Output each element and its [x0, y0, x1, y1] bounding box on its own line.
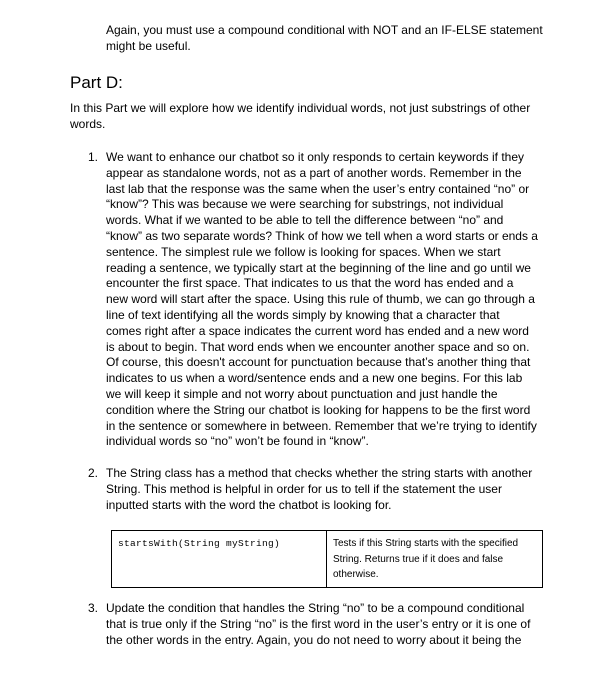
method-description: Tests if this String starts with the specified String. Returns true if it does and false otherwise. — [327, 531, 543, 588]
method-signature: startsWith(String myString) — [112, 531, 327, 588]
part-heading: Part D: — [70, 73, 123, 92]
list-item-text: We want to enhance our chatbot so it only responds to certain keywords if they appear as standalone words, not as a part of another words. Remember in the last lab that the response was the same when the user’s entry contained “no” or “know”? This was because we were searching for substrings, not individual words. What if we wanted to be able to tell the difference between “no” and “know” as two separate words? Think of how we tell when a word starts or ends a sentence. The simplest rule we follow is looking for spaces. When we start reading a sentence, we typically start at the beginning of the line and go until we encounter the first space. That indicates to us that the word has ended and a new word will start after the space. Using this rule of thumb, we can go through a line of text identifying all the words simply by knowing that a character that comes right after a space indicates the current word has ended and a new word is about to begin. That word ends when we encounter another space and so on. Of course, this doesn't account for punctuation because that’s another thing that indicates to us when a word/sentence ends and a new one begins. For this lab we will keep it simple and not worry about punctuation and just handle the condition where the String our chatbot is looking for happens to be the first word in the sentence or somewhere in between. Remember that we’re trying to identify individual words so “no” won’t be found in “know”. — [106, 150, 538, 449]
list-item-number: 3. — [88, 601, 99, 615]
intro-note: Again, you must use a compound conditional with NOT and an IF-ELSE statement might be useful. — [106, 23, 543, 53]
part-intro: In this Part we will explore how we identify individual words, not just substrings of other words. — [70, 101, 531, 131]
list-item-text: Update the condition that handles the String “no” to be a compound conditional that is true only if the String “no” is the first word in the user’s entry or it is one of the other words in the entry. Again, you do not need to worry about it being the — [106, 601, 531, 647]
list-item-text: The String class has a method that checks whether the string starts with another String. This method is helpful in order for us to tell if the statement the user inputted starts with the word the chatbot is looking for. — [106, 466, 533, 512]
method-table — [111, 530, 543, 588]
table-row — [112, 531, 543, 588]
list-item-number: 2. — [88, 466, 99, 480]
list-item-number: 1. — [88, 150, 99, 164]
